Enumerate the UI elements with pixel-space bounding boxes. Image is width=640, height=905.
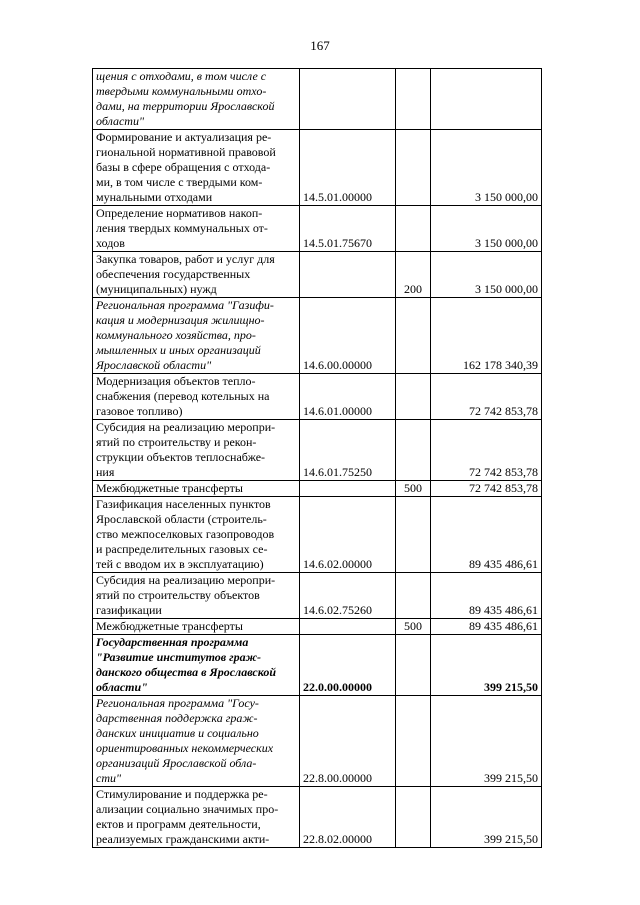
row-name-text: Формирование и актуализация ре- гиональной нормативной правовой базы в сфере обращения с отхода- ми, в том числе с твердыми ком- мунальными отходами — [96, 130, 276, 204]
row-expense-kind-cell — [396, 635, 431, 696]
row-name-cell — [93, 497, 300, 573]
row-expense-kind-cell — [396, 69, 431, 130]
row-name-cell — [93, 252, 300, 298]
table-row — [93, 787, 542, 848]
row-code-cell — [300, 420, 396, 481]
row-amount-cell — [431, 69, 542, 130]
row-amount-cell — [431, 573, 542, 619]
row-amount-text: 89 435 486,61 — [469, 557, 538, 571]
row-code-cell — [300, 252, 396, 298]
row-expense-kind-cell — [396, 481, 431, 497]
row-expense-kind-text: 200 — [404, 282, 422, 296]
row-amount-cell — [431, 635, 542, 696]
row-name-text: Стимулирование и поддержка ре- ализации социально значимых про- ектов и программ деятельности, реализуемых гражданскими акти- — [96, 787, 279, 846]
row-name-text: Государственная программа "Развитие институтов граж- данского общества в Ярославской области" — [96, 635, 277, 694]
row-amount-text: 3 150 000,00 — [475, 190, 538, 204]
row-amount-text: 89 435 486,61 — [469, 619, 538, 633]
row-name-cell — [93, 420, 300, 481]
row-code-cell — [300, 69, 396, 130]
row-expense-kind-text: 500 — [404, 481, 422, 495]
row-amount-cell — [431, 206, 542, 252]
row-code-cell — [300, 696, 396, 787]
row-code-text: 14.6.00.00000 — [303, 358, 372, 372]
row-name-text: Модернизация объектов тепло- снабжения (перевод котельных на газовое топливо) — [96, 374, 270, 418]
row-code-text: 14.6.01.75250 — [303, 465, 372, 479]
budget-table — [92, 68, 542, 848]
row-expense-kind-cell — [396, 420, 431, 481]
row-name-cell — [93, 298, 300, 374]
row-expense-kind-cell — [396, 374, 431, 420]
row-code-text: 22.0.00.00000 — [303, 680, 372, 694]
row-code-text: 14.6.01.00000 — [303, 404, 372, 418]
row-name-cell — [93, 69, 300, 130]
row-name-cell — [93, 573, 300, 619]
row-amount-text: 72 742 853,78 — [469, 465, 538, 479]
row-amount-cell — [431, 619, 542, 635]
table-row — [93, 497, 542, 573]
row-expense-kind-cell — [396, 252, 431, 298]
row-name-text: щения с отходами, в том числе с твердыми коммунальными отхо- дами, на территории Ярославской области" — [96, 69, 275, 128]
row-name-text: Региональная программа "Газифи- кация и модернизация жилищно- коммунального хозяйства, про- мышленных и иных организаций Ярославской области" — [96, 298, 274, 372]
table-row — [93, 573, 542, 619]
row-expense-kind-text: 500 — [404, 619, 422, 633]
table-row — [93, 420, 542, 481]
row-code-cell — [300, 787, 396, 848]
row-name-cell — [93, 130, 300, 206]
row-name-text: Газификация населенных пунктов Ярославской области (строитель- ство межпоселковых газопроводов и распределительных газовых се- тей с вводом их в эксплуатацию) — [96, 497, 275, 571]
row-name-cell — [93, 619, 300, 635]
row-expense-kind-cell — [396, 619, 431, 635]
row-name-text: Субсидия на реализацию меропри- ятий по строительству объектов газификации — [96, 573, 276, 617]
row-code-cell — [300, 481, 396, 497]
table-row — [93, 481, 542, 497]
row-amount-cell — [431, 696, 542, 787]
row-amount-text: 3 150 000,00 — [475, 282, 538, 296]
table-row — [93, 206, 542, 252]
row-code-cell — [300, 206, 396, 252]
row-name-text: Закупка товаров, работ и услуг для обеспечения государственных (муниципальных) нужд — [96, 252, 275, 296]
table-row — [93, 619, 542, 635]
page-number: 167 — [310, 38, 330, 53]
row-code-cell — [300, 374, 396, 420]
row-code-cell — [300, 635, 396, 696]
table-row — [93, 635, 542, 696]
row-amount-cell — [431, 130, 542, 206]
table-row — [93, 696, 542, 787]
row-name-text: Региональная программа "Госу- дарственная поддержка граж- данских инициатив и социально ориентированных некоммерческих организаций Ярославской обла- сти" — [96, 696, 274, 785]
row-code-cell — [300, 497, 396, 573]
row-expense-kind-cell — [396, 206, 431, 252]
row-amount-cell — [431, 787, 542, 848]
row-code-text: 22.8.02.00000 — [303, 832, 372, 846]
row-code-text: 14.6.02.75260 — [303, 603, 372, 617]
row-name-cell — [93, 374, 300, 420]
row-code-cell — [300, 619, 396, 635]
row-expense-kind-cell — [396, 298, 431, 374]
row-amount-cell — [431, 374, 542, 420]
table-row — [93, 69, 542, 130]
row-expense-kind-cell — [396, 497, 431, 573]
row-name-text: Межбюджетные трансферты — [96, 481, 243, 495]
row-amount-cell — [431, 252, 542, 298]
row-name-cell — [93, 635, 300, 696]
table-row — [93, 252, 542, 298]
table-row — [93, 298, 542, 374]
row-code-cell — [300, 298, 396, 374]
table-row — [93, 130, 542, 206]
row-amount-text: 72 742 853,78 — [469, 481, 538, 495]
row-amount-cell — [431, 420, 542, 481]
row-amount-text: 89 435 486,61 — [469, 603, 538, 617]
row-name-text: Субсидия на реализацию меропри- ятий по строительству и рекон- струкции объектов теплоснабже- ния — [96, 420, 276, 479]
row-amount-text: 399 215,50 — [484, 771, 538, 785]
row-amount-text: 399 215,50 — [484, 832, 538, 846]
row-amount-text: 162 178 340,39 — [463, 358, 538, 372]
row-amount-text: 72 742 853,78 — [469, 404, 538, 418]
row-amount-text: 3 150 000,00 — [475, 236, 538, 250]
row-name-cell — [93, 206, 300, 252]
row-expense-kind-cell — [396, 787, 431, 848]
table-row — [93, 374, 542, 420]
row-code-text: 22.8.00.00000 — [303, 771, 372, 785]
row-name-text: Определение нормативов накоп- ления твердых коммунальных от- ходов — [96, 206, 268, 250]
row-expense-kind-cell — [396, 573, 431, 619]
row-amount-cell — [431, 481, 542, 497]
row-code-cell — [300, 130, 396, 206]
row-amount-text: 399 215,50 — [484, 680, 538, 694]
row-amount-cell — [431, 497, 542, 573]
row-expense-kind-cell — [396, 130, 431, 206]
row-code-text: 14.5.01.00000 — [303, 190, 372, 204]
row-expense-kind-cell — [396, 696, 431, 787]
row-name-cell — [93, 696, 300, 787]
row-name-cell — [93, 787, 300, 848]
row-name-text: Межбюджетные трансферты — [96, 619, 243, 633]
row-code-text: 14.5.01.75670 — [303, 236, 372, 250]
row-amount-cell — [431, 298, 542, 374]
budget-table-body — [93, 69, 542, 848]
row-code-text: 14.6.02.00000 — [303, 557, 372, 571]
row-name-cell — [93, 481, 300, 497]
row-code-cell — [300, 573, 396, 619]
